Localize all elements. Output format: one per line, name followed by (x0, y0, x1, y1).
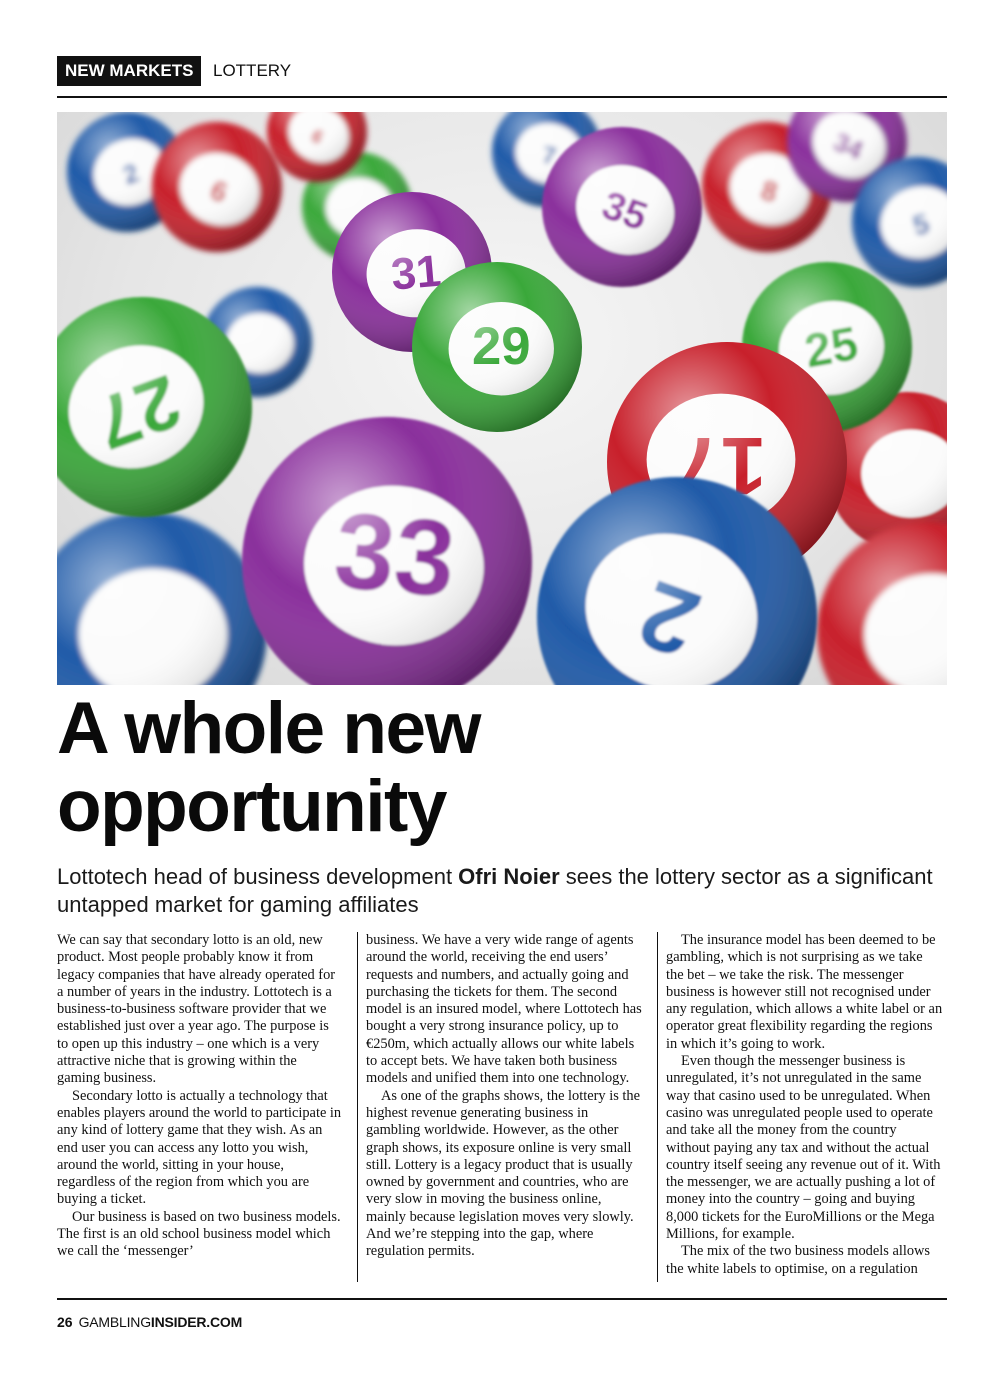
article-headline (57, 690, 947, 846)
standfirst-text-post: sees the lottery sector as a significant untapped market for gaming affiliates (57, 864, 933, 917)
site-name-light: GAMBLING (78, 1314, 151, 1330)
page-number: 26 (57, 1314, 73, 1330)
paragraph: As one of the graphs shows, the lottery is the highest revenue generating business in gambling worldwide. However, as the other graph shows, its exposure online is very small still. Lottery is a legacy product that is usually owned by government and countries, who are very slow in moving the business online, mainly because legislation moves very slowly. And we’re stepping into the gap, where regulation permits. (366, 1087, 640, 1260)
headline-line-1: A whole new (57, 688, 480, 769)
standfirst-author-name: Ofri Noier (458, 864, 560, 889)
lottery-ball (152, 122, 282, 252)
lottery-ball (542, 127, 702, 287)
section-tag: NEW MARKETS (57, 56, 201, 86)
paragraph: Our business is based on two business models. The first is an old school business model which we call the ‘messenger’ (57, 1208, 341, 1260)
lottery-ball (817, 522, 947, 685)
site-name-bold: INSIDER.COM (150, 1314, 243, 1330)
page-footer (57, 1312, 242, 1332)
body-column-3 (657, 932, 943, 1282)
body-column-2 (357, 932, 643, 1282)
standfirst-text-pre: Lottotech head of business development (57, 864, 459, 889)
lottery-ball (412, 262, 582, 432)
paragraph: The insurance model has been deemed to be gambling, which is not surprising as we take the bet – we take the risk. The messenger business is however still not recognised under any regulation, which allows a white label or an operator great flexibility regarding the regions in which it’s going to work. (666, 932, 943, 1052)
paragraph: business. We have a very wide range of agents around the world, receiving the end users’ requests and numbers, and actually going and purchasing the tickets for them. The second model is an insured model, where Lottotech has bought a very strong insurance policy, up to €250m, which actually allows our white labels to accept bets. We have taken both business models and unified them into one technology. (366, 932, 642, 1087)
subsection-label: LOTTERY (213, 61, 292, 80)
section-header (57, 56, 947, 98)
body-column-1 (57, 932, 342, 1282)
lottery-ball (242, 417, 532, 685)
lottery-ball (57, 512, 267, 685)
lottery-balls-illustration (57, 112, 947, 685)
paragraph: Even though the messenger business is unregulated, it’s not unregulated in the same way that casino used to be unregulated. When casino was unregulated people used to operate and take all the money from the country without paying any tax and without the actual country itself seeing any revenue out of it. With the messenger, we are actually pushing a lot of money into the country – going and buying 8,000 tickets for the EuroMillions or the Mega Millions, for example. (666, 1053, 941, 1243)
paragraph: We can say that secondary lotto is an old, new product. Most people probably know it from legacy companies that have already operated for a number of years in the industry. Lottotech is a business-to-business software provider that we established just over a year ago. The purpose is to open up this industry – one which is a very attractive niche that is growing within the gaming business. (57, 932, 336, 1087)
paragraph: Secondary lotto is actually a technology that enables players around the world to participate in any kind of lottery game that they wish. As an end user you can access any lotto you wish, around the world, sitting in your house, regardless of the region from which you are buying a ticket. (57, 1087, 342, 1208)
hero-image-lottery-balls (57, 112, 947, 685)
headline-line-2: opportunity (57, 766, 446, 847)
article-body (57, 932, 947, 1282)
paragraph: The mix of the two business models allows the white labels to optimise, on a regulation (666, 1243, 931, 1277)
footer-divider (57, 1298, 947, 1300)
article-standfirst (57, 863, 947, 919)
